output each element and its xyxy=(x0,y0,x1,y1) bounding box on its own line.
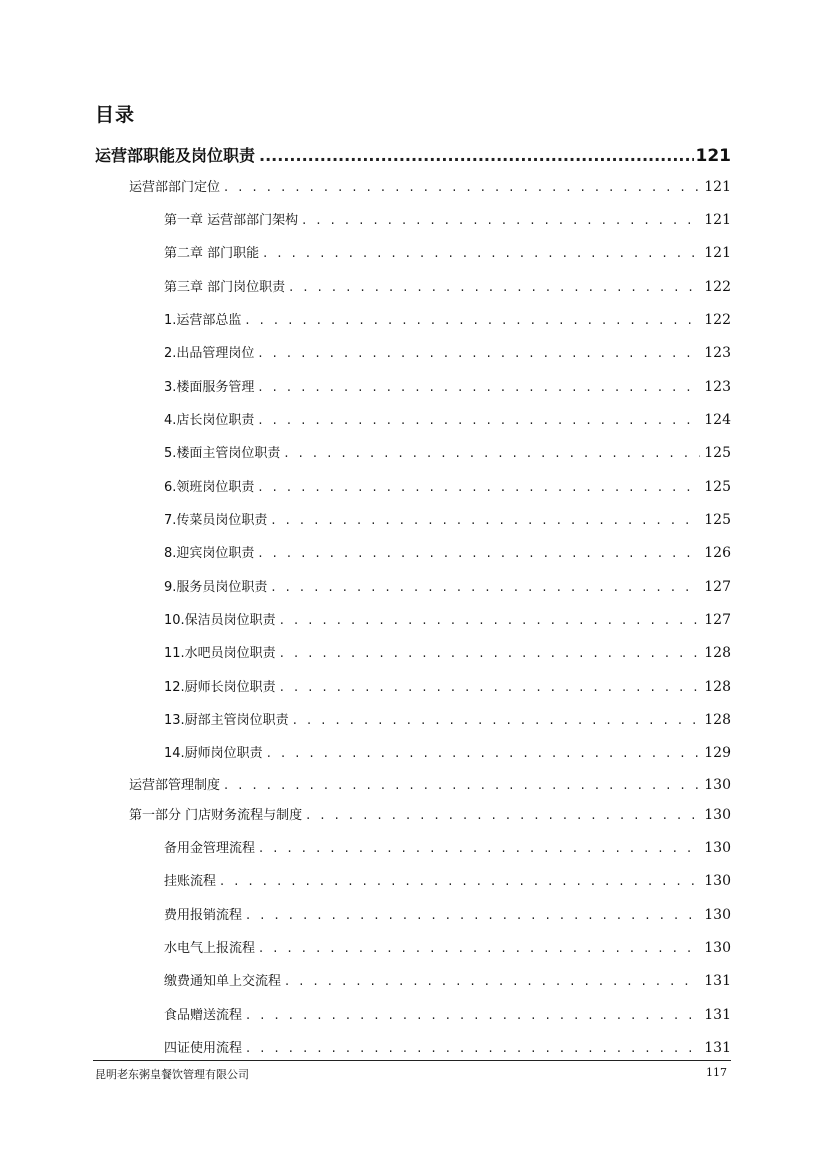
toc-entry-title: 备用金管理流程 xyxy=(164,841,256,856)
toc-entry[interactable] xyxy=(164,409,731,428)
toc-entry-page-number: 123 xyxy=(704,345,731,361)
toc-entry[interactable] xyxy=(129,176,731,195)
toc-entry[interactable] xyxy=(164,1037,731,1056)
toc-entry-title: 挂账流程 xyxy=(164,874,217,889)
toc-entry-page-number: 130 xyxy=(704,907,731,923)
toc-entry-title: 第一部分 门店财务流程与制度 xyxy=(129,808,303,823)
toc-entry-page-number: 130 xyxy=(704,840,731,856)
toc-entry-page-number: 124 xyxy=(704,412,731,428)
toc-entry[interactable] xyxy=(164,342,731,361)
toc-dot-leader xyxy=(280,680,701,695)
toc-dot-leader xyxy=(258,380,700,395)
toc-dot-leader xyxy=(246,1041,700,1056)
toc-entry[interactable] xyxy=(164,970,731,989)
toc-dot-leader xyxy=(280,646,701,661)
toc-entry-page-number: 129 xyxy=(704,745,731,761)
toc-entry-page-number: 126 xyxy=(704,545,731,561)
toc-entry-page-number: 125 xyxy=(704,445,731,461)
toc-entry[interactable] xyxy=(164,937,731,956)
toc-entry-title: 6.领班岗位职责 xyxy=(164,480,255,495)
toc-entry[interactable] xyxy=(164,709,731,728)
toc-entry-page-number: 125 xyxy=(704,512,731,528)
toc-entry[interactable] xyxy=(164,276,731,295)
toc-dot-leader xyxy=(246,1008,700,1023)
toc-entry-title: 四证使用流程 xyxy=(164,1041,243,1056)
toc-entry-title: 运营部部门定位 xyxy=(129,180,221,195)
toc-entry-title: 13.厨部主管岗位职责 xyxy=(164,713,289,728)
toc-dot-leader xyxy=(306,808,700,823)
toc-entry-page-number: 130 xyxy=(704,873,731,889)
toc-entry-page-number: 131 xyxy=(704,973,731,989)
toc-entry[interactable] xyxy=(129,804,731,823)
toc-entry-page-number: 125 xyxy=(704,479,731,495)
toc-entry[interactable] xyxy=(164,242,731,261)
toc-dot-leader xyxy=(285,974,700,989)
toc-entry-title: 4.店长岗位职责 xyxy=(164,413,255,428)
toc-dot-leader xyxy=(293,713,701,728)
toc-dot-leader xyxy=(259,941,700,956)
toc-entry[interactable] xyxy=(164,870,731,889)
toc-entry-page-number: 121 xyxy=(704,245,731,261)
toc-entry[interactable] xyxy=(164,309,731,328)
toc-dot-leader xyxy=(224,180,700,195)
toc-dot-leader xyxy=(263,246,700,261)
toc-dot-leader xyxy=(284,446,700,461)
toc-entry[interactable] xyxy=(164,609,731,628)
toc-entry[interactable] xyxy=(164,742,731,761)
toc-entry-title: 水电气上报流程 xyxy=(164,941,256,956)
toc-entry-title: 12.厨师长岗位职责 xyxy=(164,680,276,695)
toc-entry[interactable] xyxy=(164,509,731,528)
toc-entry-page-number: 121 xyxy=(704,179,731,195)
toc-entry[interactable] xyxy=(164,376,731,395)
toc-dot-leader xyxy=(245,313,700,328)
toc-entry[interactable] xyxy=(164,576,731,595)
toc-entry[interactable] xyxy=(164,1004,731,1023)
toc-entry-page-number: 127 xyxy=(704,612,731,628)
toc-entry-title: 第一章 运营部部门架构 xyxy=(164,213,299,228)
toc-dot-leader xyxy=(302,213,700,228)
toc-entry-title: 2.出品管理岗位 xyxy=(164,346,255,361)
toc-dot-leader xyxy=(246,908,700,923)
toc-entry-page-number: 127 xyxy=(704,579,731,595)
toc-dot-leader xyxy=(220,874,700,889)
toc-entry-page-number: 123 xyxy=(704,379,731,395)
toc-entry-title: 1.运营部总监 xyxy=(164,313,242,328)
toc-entry-page-number: 121 xyxy=(695,146,731,166)
toc-dot-leader xyxy=(258,480,700,495)
toc-entry-title: 14.厨师岗位职责 xyxy=(164,746,263,761)
toc-entry-page-number: 128 xyxy=(704,712,731,728)
toc-entry-page-number: 121 xyxy=(704,212,731,228)
toc-dot-leader xyxy=(259,841,700,856)
toc-dot-leader xyxy=(280,613,701,628)
toc-entry[interactable] xyxy=(164,209,731,228)
toc-entry-title: 费用报销流程 xyxy=(164,908,243,923)
footer-divider xyxy=(93,1060,731,1061)
toc-entry-page-number: 122 xyxy=(704,279,731,295)
toc-entry[interactable] xyxy=(129,774,731,793)
toc-entry[interactable] xyxy=(95,143,731,166)
toc-heading: 目录 xyxy=(95,104,136,126)
toc-entry-title: 8.迎宾岗位职责 xyxy=(164,546,255,561)
toc-entry-page-number: 128 xyxy=(704,679,731,695)
toc-entry[interactable] xyxy=(164,642,731,661)
footer-page-number: 117 xyxy=(706,1066,727,1079)
footer-company-name: 昆明老东粥皇餐饮管理有限公司 xyxy=(95,1068,249,1081)
toc-dot-leader xyxy=(271,513,700,528)
toc-entry-title: 第二章 部门职能 xyxy=(164,246,260,261)
toc-entry-title: 第三章 部门岗位职责 xyxy=(164,280,286,295)
toc-entry-page-number: 130 xyxy=(704,940,731,956)
toc-entry-page-number: 122 xyxy=(704,312,731,328)
toc-entry-title: 5.楼面主管岗位职责 xyxy=(164,446,281,461)
toc-entry-page-number: 131 xyxy=(704,1007,731,1023)
toc-dot-leader xyxy=(271,580,700,595)
toc-dot-leader xyxy=(289,280,700,295)
toc-dot-leader xyxy=(224,778,700,793)
toc-entry[interactable] xyxy=(164,676,731,695)
toc-entry[interactable] xyxy=(164,442,731,461)
toc-entry[interactable] xyxy=(164,542,731,561)
toc-entry[interactable] xyxy=(164,837,731,856)
toc-entry-title: 9.服务员岗位职责 xyxy=(164,580,268,595)
toc-dot-leader xyxy=(258,413,700,428)
toc-entry[interactable] xyxy=(164,476,731,495)
toc-entry-title: 7.传菜员岗位职责 xyxy=(164,513,268,528)
toc-dot-leader xyxy=(258,346,700,361)
toc-entry-title: 10.保洁员岗位职责 xyxy=(164,613,276,628)
toc-entry-page-number: 130 xyxy=(704,807,731,823)
toc-entry-page-number: 128 xyxy=(704,645,731,661)
toc-entry[interactable] xyxy=(164,904,731,923)
toc-dot-leader xyxy=(259,146,693,165)
toc-entry-title: 运营部职能及岗位职责 xyxy=(95,146,256,165)
toc-entry-title: 11.水吧员岗位职责 xyxy=(164,646,276,661)
toc-entry-page-number: 130 xyxy=(704,777,731,793)
toc-entry-title: 运营部管理制度 xyxy=(129,778,221,793)
toc-entry-title: 缴费通知单上交流程 xyxy=(164,974,282,989)
toc-dot-leader xyxy=(258,546,700,561)
toc-entry-title: 3.楼面服务管理 xyxy=(164,380,255,395)
toc-entry-title: 食品赠送流程 xyxy=(164,1008,243,1023)
toc-entry-page-number: 131 xyxy=(704,1040,731,1056)
toc-dot-leader xyxy=(267,746,701,761)
